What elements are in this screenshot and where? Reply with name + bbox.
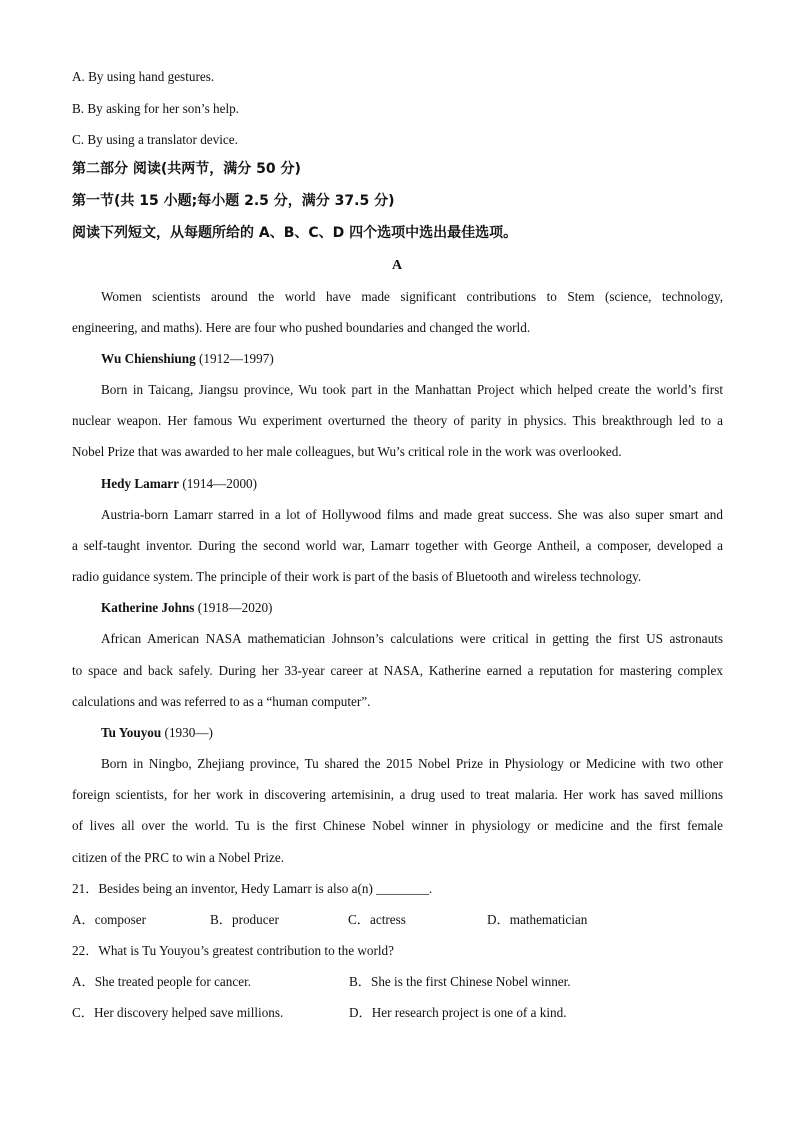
paragraph-line: to space and back safely. During her 33-year career at NASA, Katherine earned a reputation for mastering complex: [72, 663, 723, 678]
intro-line: Women scientists around the world have made significant contributions to Stem (science, technology,: [101, 289, 723, 304]
answer-option[interactable]: A．She treated people for cancer.: [72, 974, 252, 989]
answer-option[interactable]: A．composer: [72, 912, 146, 927]
paragraph-line: Born in Ningbo, Zhejiang province, Tu shared the 2015 Nobel Prize in Physiology or Medicine with two other: [101, 756, 723, 771]
scientist-years: (1914—2000): [179, 476, 258, 491]
scientist-years: (1912—1997): [195, 351, 274, 366]
scientist-name: Katherine Johns: [101, 600, 195, 615]
paragraph-line: of lives all over the world. Tu is the first Chinese Nobel winner in physiology or medicine and the first female: [72, 818, 723, 833]
paragraph-line: a self-taught inventor. During the second world war, Lamarr together with George Antheil, a composer, developed a: [72, 538, 723, 553]
answer-option[interactable]: C．Her discovery helped save millions.: [72, 1005, 284, 1020]
paragraph-line: citizen of the PRC to win a Nobel Prize.: [72, 850, 285, 865]
scientist-years: (1930—): [161, 725, 213, 740]
paragraph-line: African American NASA mathematician Johnson’s calculations were critical in getting the first US astronauts: [101, 631, 723, 646]
passage-label: A: [391, 258, 403, 273]
scientist-years: (1918—2020): [194, 600, 273, 615]
answer-option[interactable]: B．producer: [210, 912, 279, 927]
scientist-name: Wu Chienshiung: [101, 351, 196, 366]
scientist-heading: [101, 724, 723, 741]
answer-option[interactable]: B．She is the first Chinese Nobel winner.: [349, 974, 571, 989]
paragraph-line: nuclear weapon. Her famous Wu experiment overturned the theory of parity in physics. This breakthrough led to a: [72, 413, 723, 428]
question-stem: 22．What is Tu Youyou’s greatest contribution to the world?: [72, 943, 394, 958]
paragraph-line: foreign scientists, for her work in discovering artemisinin, a drug used to treat malaria. Her work has saved millions: [72, 787, 723, 802]
question-stem: 21．Besides being an inventor, Hedy Lamarr is also a(n) ________.: [72, 881, 433, 896]
prev-option-c: C. By using a translator device.: [72, 132, 238, 147]
scientist-heading: [101, 599, 723, 616]
scientist-heading: [101, 350, 723, 367]
paragraph-line: Born in Taicang, Jiangsu province, Wu took part in the Manhattan Project which helped create the world’s first: [101, 382, 723, 397]
paragraph-line: Austria-born Lamarr starred in a lot of Hollywood films and made great success. She was also super smart and: [101, 507, 723, 522]
scientist-heading: [101, 475, 723, 492]
prev-option-b: B. By asking for her son’s help.: [72, 101, 240, 116]
paragraph-line: calculations and was referred to as a “human computer”.: [72, 694, 371, 709]
scientist-name: Tu Youyou: [101, 725, 162, 740]
answer-option[interactable]: D．Her research project is one of a kind.: [349, 1005, 567, 1020]
paragraph-line: radio guidance system. The principle of their work is part of the basis of Bluetooth and wireless technology.: [72, 569, 642, 584]
subsection-title: 第一节(共 15 小题;每小题 2.5 分，满分 37.5 分): [72, 193, 395, 209]
scientist-name: Hedy Lamarr: [101, 476, 180, 491]
part-title: 第二部分 阅读(共两节，满分 50 分): [72, 161, 301, 177]
instruction: 阅读下列短文，从每题所给的 A、B、C、D 四个选项中选出最佳选项。: [72, 225, 518, 241]
answer-option[interactable]: D．mathematician: [487, 912, 588, 927]
prev-option-a: A. By using hand gestures.: [72, 69, 215, 84]
paragraph-line: Nobel Prize that was awarded to her male colleagues, but Wu’s critical role in the work was overlooked.: [72, 444, 622, 459]
answer-option[interactable]: C．actress: [348, 912, 406, 927]
intro-line: engineering, and maths). Here are four who pushed boundaries and changed the world.: [72, 320, 531, 335]
